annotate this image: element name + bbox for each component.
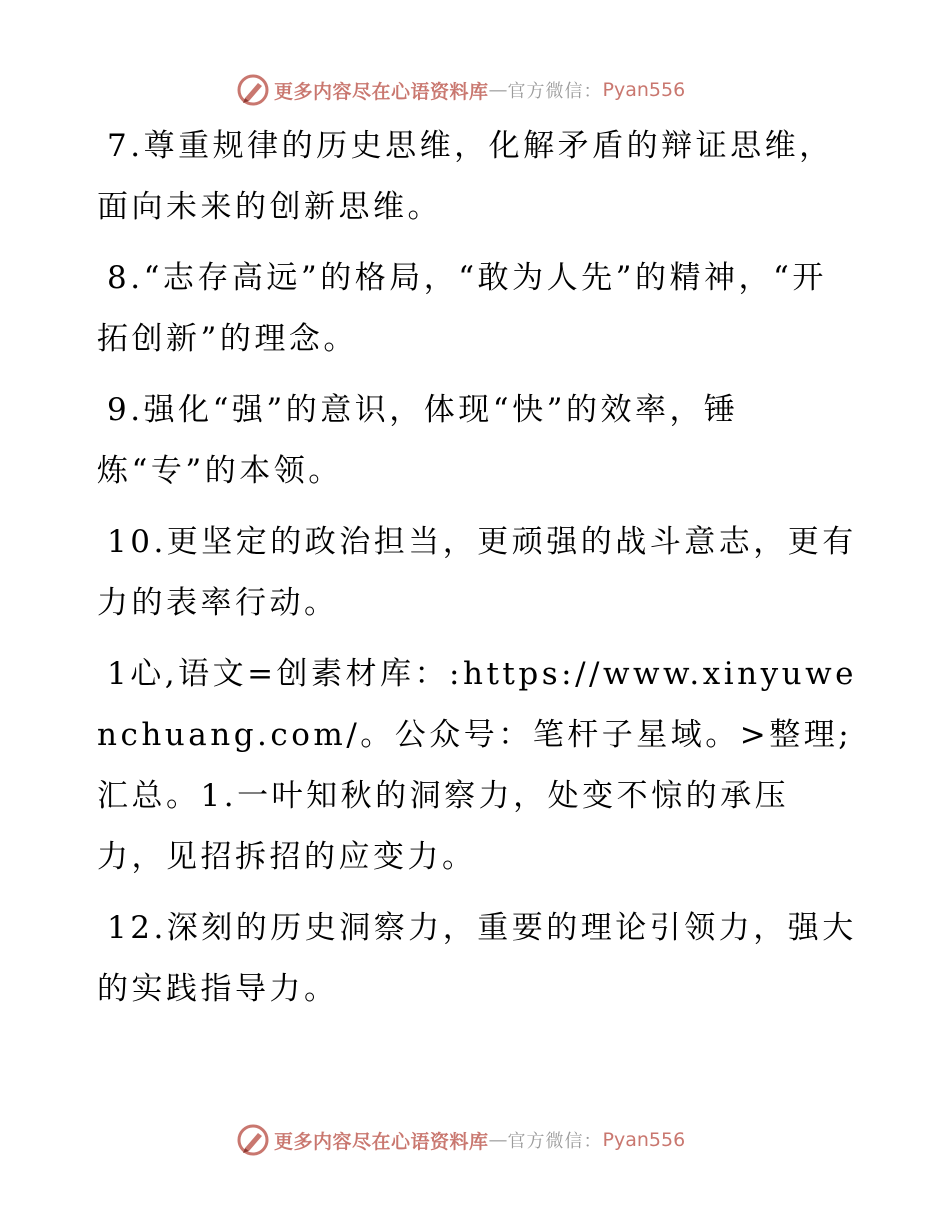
header-banner xyxy=(236,72,716,108)
paragraph-12: 12.深刻的历史洞察力，重要的理论引领力，强大的实践指导力。 xyxy=(97,910,857,1007)
pen-logo-icon xyxy=(236,1123,270,1157)
paragraph-11: 1心,语文=创素材库：:https://www.xinyuwenchuang.com/。公众号：笔杆子星域。>整理;汇总。1.一叶知秋的洞察力，处变不惊的承压力，见招拆招的应变力。 xyxy=(97,656,857,875)
banner-dash: — xyxy=(488,1129,508,1151)
paragraph-7: 7.尊重规律的历史思维，化解矛盾的辩证思维，面向未来的创新思维。 xyxy=(97,128,834,225)
banner-main-text: 更多内容尽在心语资料库 xyxy=(274,80,489,103)
banner-wechat-id: Pyan556 xyxy=(602,1129,686,1151)
document-body xyxy=(97,116,857,1030)
pen-logo-icon xyxy=(236,73,270,107)
paragraph-9: 9.强化“强”的意识，体现“快”的效率，锤炼“专”的本领。 xyxy=(97,392,739,489)
banner-official-label: 官方微信： xyxy=(507,1131,603,1152)
banner-official-label: 官方微信： xyxy=(507,81,603,102)
footer-banner xyxy=(236,1122,716,1158)
banner-main-text: 更多内容尽在心语资料库 xyxy=(274,1130,489,1153)
paragraph-8: 8.“志存高远”的格局，“敢为人先”的精神，“开拓创新”的理念。 xyxy=(97,260,827,357)
paragraph-10: 10.更坚定的政治担当，更顽强的战斗意志，更有力的表率行动。 xyxy=(97,524,857,621)
banner-wechat-id: Pyan556 xyxy=(602,79,686,101)
banner-dash: — xyxy=(488,79,508,101)
